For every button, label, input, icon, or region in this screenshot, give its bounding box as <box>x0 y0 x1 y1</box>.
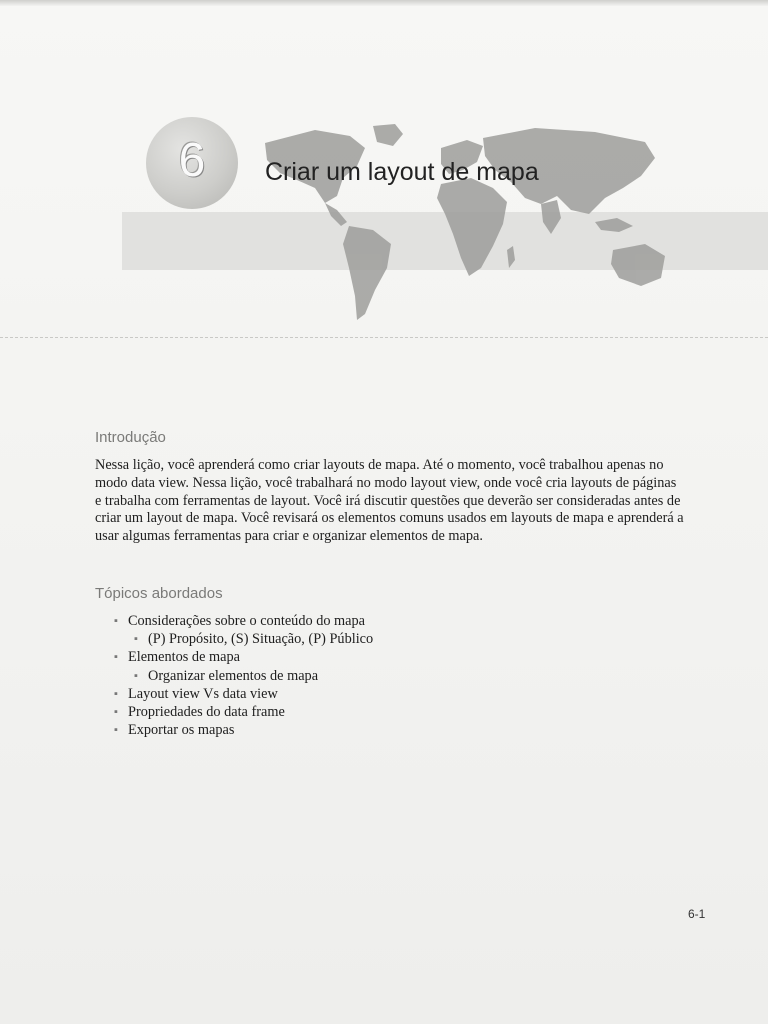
header-divider <box>0 337 768 338</box>
bullet-icon: ▪ <box>114 615 118 627</box>
topics-heading: Tópicos abordados <box>95 585 223 602</box>
topics-list <box>114 612 373 739</box>
bullet-icon: ▪ <box>114 724 118 737</box>
topic-item <box>114 721 373 739</box>
chapter-number: 6 <box>178 134 206 187</box>
bullet-icon: ▪ <box>114 706 118 719</box>
bullet-icon: ▪ <box>134 633 138 646</box>
bullet-icon: ▪ <box>134 669 138 682</box>
introduction-paragraph: Nessa lição, você aprenderá como criar layouts de mapa. Até o momento, você trabalhou apenas no modo data view. Nessa lição, você trabalhará no modo layout view, onde você cria layouts de páginas e trabalha com ferramentas de layout. Você irá discutir questões que deverão ser consideradas antes de criar um layout de mapa. Você revisará os elementos comuns usados em layouts de mapa e aprenderá a usar algumas ferramentas para criar e organizar elementos de mapa. <box>95 457 684 545</box>
topic-text: Elementos de mapa <box>128 649 240 666</box>
world-map-image <box>245 118 675 333</box>
scan-edge <box>0 0 768 6</box>
topic-text: Organizar elementos de mapa <box>148 667 319 684</box>
chapter-title: Criar um layout de mapa <box>265 158 539 186</box>
topic-subitem <box>134 630 373 648</box>
topic-item <box>114 703 373 721</box>
page-number: 6-1 <box>688 907 706 921</box>
topic-text: Exportar os mapas <box>128 722 235 739</box>
topic-item <box>114 685 373 703</box>
topic-text: (P) Propósito, (S) Situação, (P) Público <box>148 631 374 648</box>
topic-subitem <box>134 667 373 685</box>
topic-text: Layout view Vs data view <box>128 685 278 702</box>
bullet-icon: ▪ <box>114 687 118 700</box>
topic-text: Propriedades do data frame <box>128 704 285 721</box>
bullet-icon: ▪ <box>114 651 118 664</box>
topic-item <box>114 648 373 666</box>
topic-text: Considerações sobre o conteúdo do mapa <box>128 613 366 629</box>
introduction-heading: Introdução <box>95 429 166 446</box>
topic-item <box>114 612 373 630</box>
